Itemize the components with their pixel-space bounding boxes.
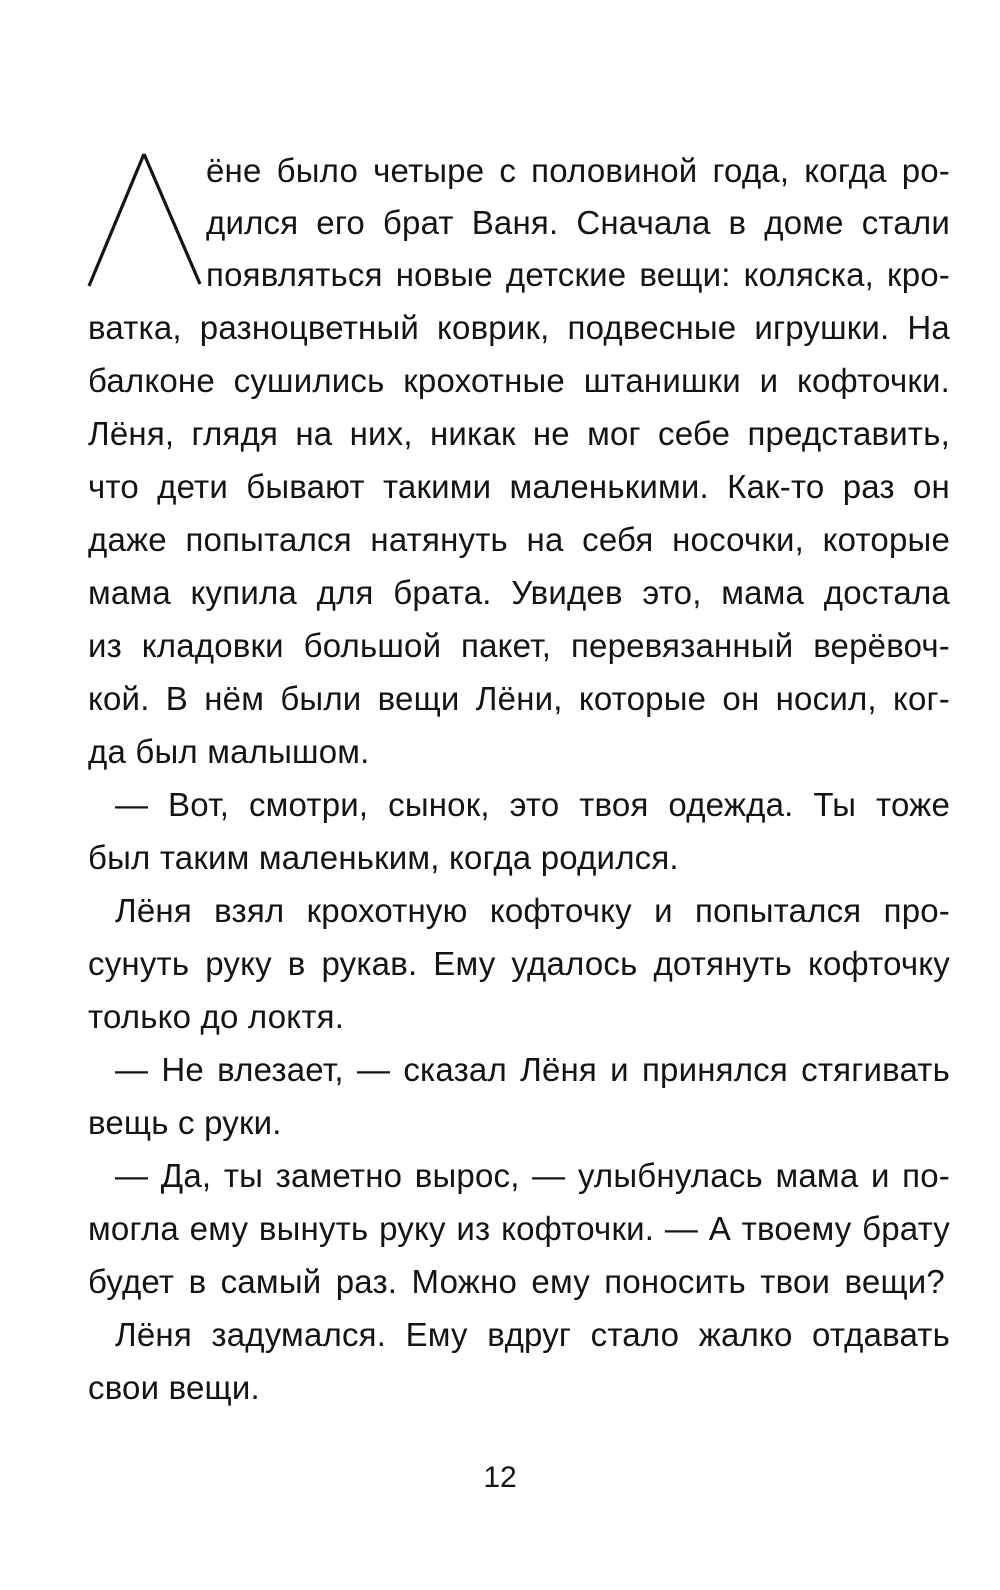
text-line-12: да был малышом. <box>88 733 370 770</box>
text-line-13: — Вот, смотри, сынок, это твоя одежда. Ты тоже <box>115 786 950 823</box>
page-number: 12 <box>483 1461 517 1494</box>
text-line-10: из кладовки большой пакет, перевязанный верёвоч- <box>88 627 950 664</box>
drop-cap-letter-l <box>84 150 206 290</box>
text-line-7: что дети бывают такими маленькими. Как-то раз он <box>88 468 950 505</box>
text-line-19: вещь с руки. <box>88 1104 282 1141</box>
text-line-8: даже попытался натянуть на себя носочки, которые <box>88 521 950 558</box>
text-line-2: дился его брат Ваня. Сначала в доме стали <box>206 204 950 241</box>
text-line-16: сунуть руку в рукав. Ему удалось дотянуть кофточку <box>88 945 950 982</box>
text-line-4: ватка, разноцветный коврик, подвесные игрушки. На <box>88 309 950 346</box>
text-line-22: будет в самый раз. Можно ему поносить твои вещи? <box>88 1263 945 1300</box>
text-line-20: — Да, ты заметно вырос, — улыбнулась мама и по- <box>115 1157 950 1194</box>
text-line-18: — Не влезает, — сказал Лёня и принялся стягивать <box>115 1051 950 1088</box>
text-line-24: свои вещи. <box>88 1369 260 1406</box>
text-line-21: могла ему вынуть руку из кофточки. — А твоему брату <box>88 1210 950 1247</box>
text-line-3: появляться новые детские вещи: коляска, кро- <box>206 256 950 293</box>
text-line-1: ёне было четыре с половиной года, когда ро- <box>206 152 950 189</box>
text-line-11: кой. В нём были вещи Лёни, которые он носил, ког- <box>88 680 950 717</box>
text-line-5: балконе сушились крохотные штанишки и кофточки. <box>88 362 950 399</box>
text-line-9: мама купила для брата. Увидев это, мама достала <box>88 574 950 611</box>
text-line-17: только до локтя. <box>88 998 345 1035</box>
drop-cap <box>84 150 206 290</box>
text-line-14: был таким маленьким, когда родился. <box>88 839 679 876</box>
text-line-15: Лёня взял крохотную кофточку и попытался про- <box>115 892 950 929</box>
text-line-6: Лёня, глядя на них, никак не мог себе представить, <box>88 415 950 452</box>
text-line-23: Лёня задумался. Ему вдруг стало жалко отдавать <box>115 1316 950 1353</box>
